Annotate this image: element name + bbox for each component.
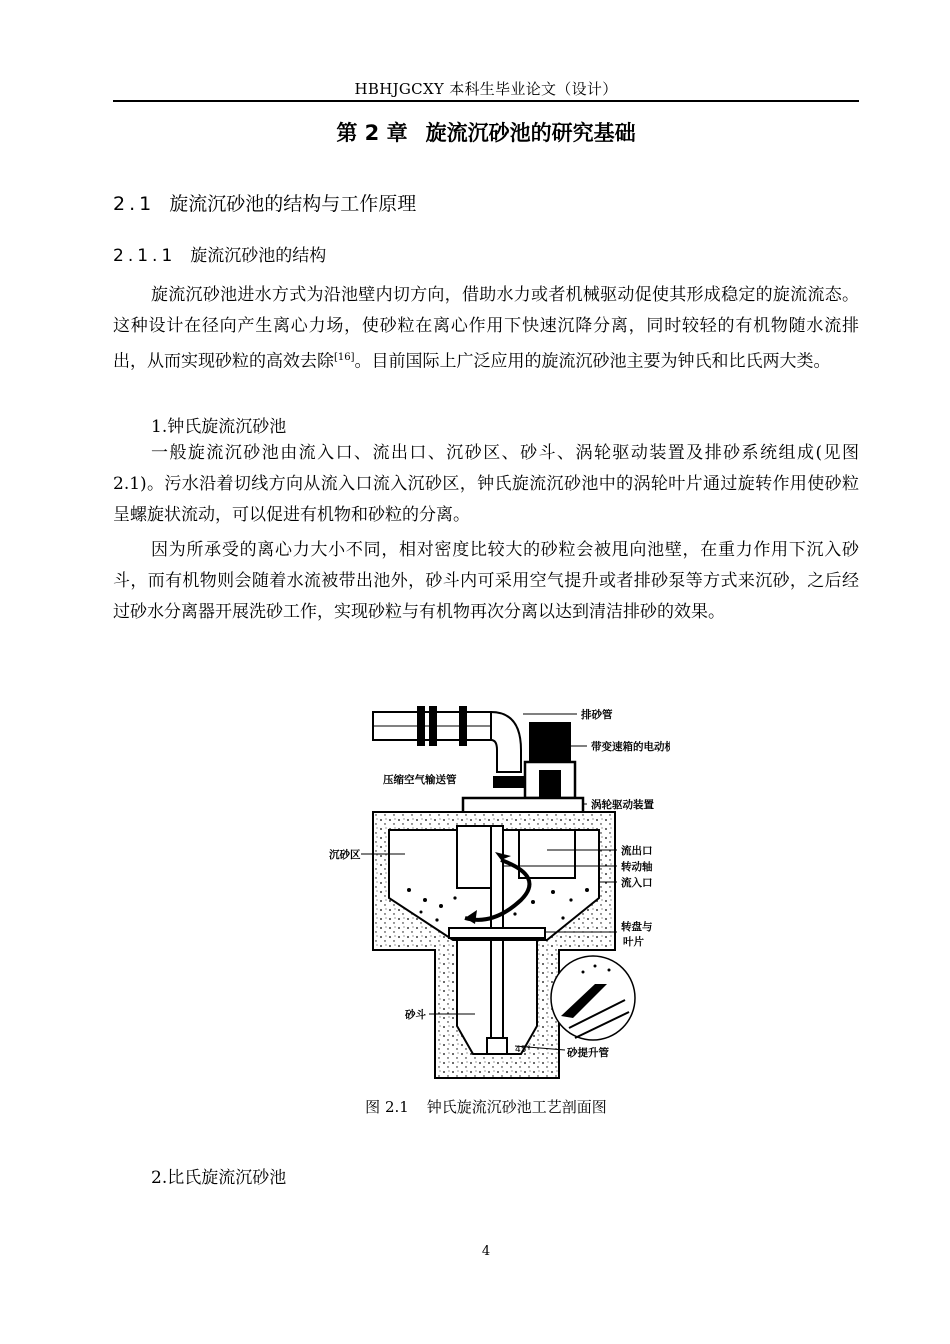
label-disc-1: 转盘与 bbox=[621, 921, 653, 933]
label-lift-pipe: 砂提升管 bbox=[567, 1047, 609, 1059]
subsection-title: 旋流沉砂池的结构 bbox=[190, 246, 327, 266]
figure-diagram bbox=[325, 700, 670, 1085]
paragraph-2: 一般旋流沉砂池由流入口、流出口、沉砂区、砂斗、涡轮驱动装置及排砂系统组成(见图 2.1)。污水沿着切线方向从流入口流入沉砂区，钟氏旋流沉砂池中的涡轮叶片通过旋转作用使砂粒呈螺旋状流动，可以促进有机物和砂粒的分离。 bbox=[113, 443, 859, 525]
label-air-pipe: 压缩空气输送管 bbox=[383, 774, 457, 786]
label-shaft: 转动轴 bbox=[621, 861, 653, 873]
chapter-number: 第 2 章 bbox=[336, 121, 408, 145]
settling-tank-diagram bbox=[325, 700, 670, 1085]
label-turbine: 涡轮驱动装置 bbox=[591, 799, 654, 811]
caption-title: 钟氏旋流沉砂池工艺剖面图 bbox=[426, 1098, 607, 1116]
figure-caption bbox=[113, 1096, 859, 1117]
label-inlet: 流入口 bbox=[621, 877, 653, 889]
label-outlet: 流出口 bbox=[621, 845, 653, 857]
section-heading bbox=[113, 189, 416, 216]
section-title: 旋流沉砂池的结构与工作原理 bbox=[169, 193, 417, 215]
label-motor: 带变速箱的电动机 bbox=[591, 741, 670, 753]
shaft-drawing bbox=[491, 826, 503, 940]
page-number: 4 bbox=[481, 1244, 491, 1259]
paragraph-1-text-end: 。目前国际上广泛应用的旋流沉砂池主要为钟氏和比氏两大类。 bbox=[354, 351, 831, 372]
caption-number: 图 2.1 bbox=[365, 1098, 409, 1116]
disc-drawing bbox=[449, 928, 545, 938]
chapter-title-text: 旋流沉砂池的研究基础 bbox=[425, 121, 636, 145]
list-item-1: 1.钟氏旋流沉砂池 bbox=[151, 417, 287, 437]
paragraph-1-text: 旋流沉砂池进水方式为沿池壁内切方向，借助水力或者机械驱动促使其形成稳定的旋流流态。这种设计在径向产生离心力场，使砂粒在离心作用下快速沉降分离，同时较轻的有机物随水流排出，从而实现砂粒的高效去除 bbox=[113, 285, 859, 372]
citation-ref: [16] bbox=[334, 352, 355, 363]
chapter-title bbox=[113, 117, 859, 147]
label-settling-zone: 沉砂区 bbox=[329, 849, 361, 861]
label-sand-pipe: 排砂管 bbox=[581, 709, 613, 721]
page-header: HBHJGCXY 本科生毕业论文（设计） bbox=[354, 80, 618, 98]
subsection-number: 2.1.1 bbox=[113, 246, 177, 266]
list-item-2: 2.比氏旋流沉砂池 bbox=[151, 1168, 287, 1188]
label-hopper: 砂斗 bbox=[405, 1009, 426, 1021]
paragraph-3: 因为所承受的离心力大小不同，相对密度比较大的砂粒会被甩向池壁，在重力作用下沉入砂斗，而有机物则会随着水流被带出池外，砂斗内可采用空气提升或者排砂泵等方式来沉砂，之后经过砂水分离器开展洗砂工作，实现砂粒与有机物再次分离以达到清洁排砂的效果。 bbox=[113, 540, 859, 622]
section-number: 2.1 bbox=[113, 193, 156, 215]
subsection-heading bbox=[113, 241, 326, 266]
motor-drawing bbox=[525, 722, 575, 798]
paragraph-1 bbox=[113, 280, 859, 378]
header-rule bbox=[113, 100, 859, 102]
label-disc-2: 叶片 bbox=[623, 936, 644, 948]
label-angle: 45° bbox=[515, 1045, 531, 1055]
detail-inset bbox=[551, 956, 635, 1040]
